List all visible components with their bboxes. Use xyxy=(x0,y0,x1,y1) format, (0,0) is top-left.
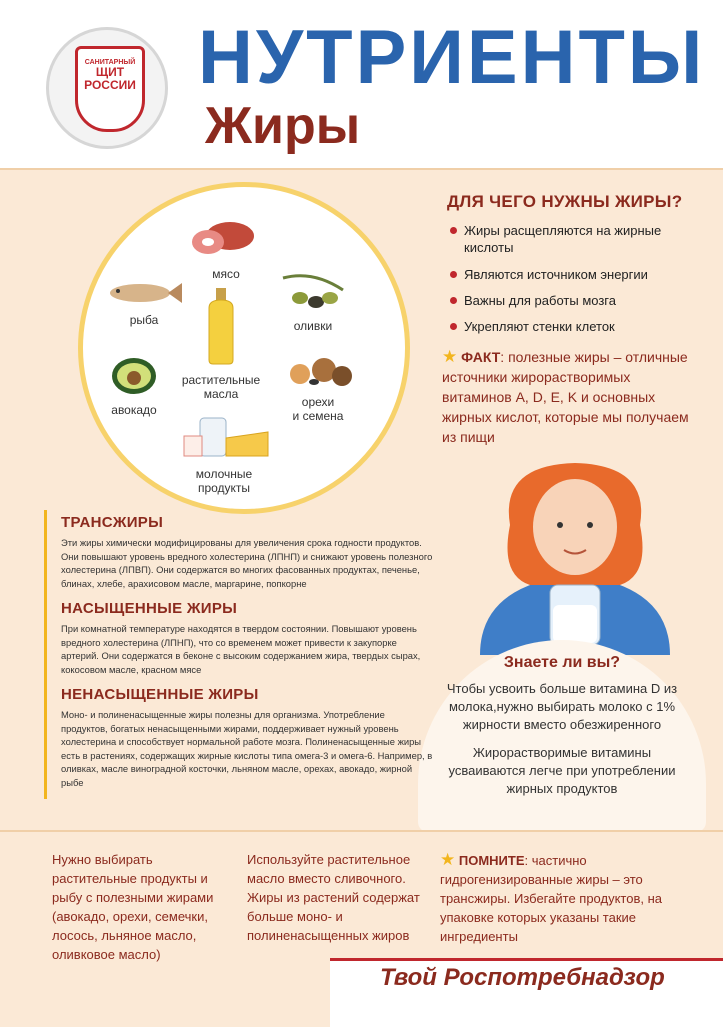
meat-icon xyxy=(184,212,268,260)
did-you-know-text-1: Чтобы усвоить больше витамина D из молока,нужно выбирать молоко с 1% жирности вместо обезжиренного xyxy=(446,681,678,732)
food-dairy xyxy=(176,414,272,495)
did-you-know-text-2: Жирорастворимые витамины усваиваются легче при употреблении жирных продуктов xyxy=(448,745,676,796)
why-heading: ДЛЯ ЧЕГО НУЖНЫ ЖИРЫ? xyxy=(447,192,683,211)
food-avocado xyxy=(102,356,166,417)
tip-remember xyxy=(440,850,700,946)
food-oils-label-2: масла xyxy=(203,387,239,401)
food-oils xyxy=(176,286,266,401)
logo-line2: ЩИТ xyxy=(95,65,125,79)
page-subtitle: Жиры xyxy=(205,97,361,155)
star-icon: ★ xyxy=(442,347,458,366)
food-dairy-label-2: продукты xyxy=(197,481,251,495)
did-you-know-panel xyxy=(418,640,706,832)
tip-vegetable-oil: Используйте растительное масло вместо сливочного. Жиры из растений содержат больше моно- и полиненасыщенных жиров xyxy=(247,852,420,943)
star-icon: ★ xyxy=(440,850,456,869)
fact-text: : полезные жиры – отличные источники жирорастворимых витаминов A, D, E, K и основных жирных кислот, которые мы получаем из пищи xyxy=(442,349,689,445)
shield-emblem xyxy=(75,46,145,132)
fact-block xyxy=(442,347,702,447)
unsaturated-heading: НЕНАСЫЩЕННЫЕ ЖИРЫ xyxy=(61,686,259,703)
trans-text: Эти жиры химически модифицированы для увеличения срока годности продуктов. Они повышают уровень вредного холестерина (ЛПНП) и снижают уровень полезного холестерина (ЛПВП). Они содержатся во многих фасованных продуктах, печенье, блинах, хлебе, арахисовом масле, маргарине, попкорне xyxy=(61,537,433,589)
brand-name: Твой Роспотребнадзор xyxy=(380,964,665,991)
food-dairy-label-1: молочные xyxy=(195,467,253,481)
why-item: Укрепляют стенки клеток xyxy=(450,318,700,335)
oil-bottle-icon xyxy=(201,286,241,366)
food-fish-label: рыба xyxy=(129,313,159,327)
food-nuts-label-2: и семена xyxy=(292,409,344,423)
food-olives xyxy=(278,270,348,333)
fish-icon xyxy=(104,280,184,306)
fact-label: ФАКТ xyxy=(461,349,501,365)
avocado-icon xyxy=(109,356,159,396)
remember-label: ПОМНИТЕ xyxy=(458,853,525,868)
remember-text: : частично гидрогенизированные жиры – это трансжиры. Избегайте продуктов, на упаковке которых указаны такие ингредиенты xyxy=(440,853,662,944)
why-list xyxy=(450,214,700,335)
why-item: Важны для работы мозга xyxy=(450,292,700,309)
trans-heading: ТРАНСЖИРЫ xyxy=(61,514,164,531)
food-meat-label: мясо xyxy=(212,267,240,281)
why-item: Являются источником энергии xyxy=(450,266,700,283)
why-item: Жиры расщепляются на жирные кислоты xyxy=(450,222,700,256)
header xyxy=(0,0,723,170)
tip-plant-fish: Нужно выбирать растительные продукты и рыбу с полезными жирами (авокадо, орехи, семечки, лосось, льняное масло, оливковое масло) xyxy=(52,852,214,962)
saturated-heading: НАСЫЩЕННЫЕ ЖИРЫ xyxy=(61,600,238,617)
food-oils-label-1: растительные xyxy=(181,373,261,387)
food-nuts xyxy=(280,352,356,423)
did-you-know-heading: Знаете ли вы? xyxy=(503,654,621,671)
unsaturated-text: Моно- и полиненасыщенные жиры полезны для организма. Употребление продуктов, богатых ненасыщенными жирами, поддерживает нужный уровень холестерина и способствует нормальной работе мозга. Полиненасыщенные жиры есть в растениях, содержащих жирные кислоты типа омега-3 и омега-6. Например, в оливках, масле виноградной косточки, льняном масле, орехах, авокадо, жирной рыбе xyxy=(61,709,433,788)
fat-types xyxy=(44,510,433,799)
dairy-icon xyxy=(176,414,272,460)
food-olives-label: оливки xyxy=(293,319,333,333)
olives-icon xyxy=(278,270,348,312)
girl-with-milk-illustration xyxy=(440,455,710,655)
logo-line3: РОССИИ xyxy=(84,78,136,92)
sanitary-shield-logo xyxy=(46,27,168,149)
page-title: НУТРИЕНТЫ xyxy=(198,15,706,100)
food-meat xyxy=(184,212,268,281)
logo-line1: САНИТАРНЫЙ xyxy=(84,59,136,66)
saturated-text: При комнатной температуре находятся в твердом состоянии. Повышают уровень вредного холестерина (ЛПНП), что со временем может привести к закупорке артерий. Они содержатся в беконе с высоким содержанием жира, твердых сырах, кокосовом масле, красном мясе xyxy=(61,623,421,675)
food-fish xyxy=(104,280,184,327)
food-avocado-label: авокадо xyxy=(111,403,157,417)
nuts-icon xyxy=(280,352,356,388)
food-nuts-label-1: орехи xyxy=(301,395,335,409)
